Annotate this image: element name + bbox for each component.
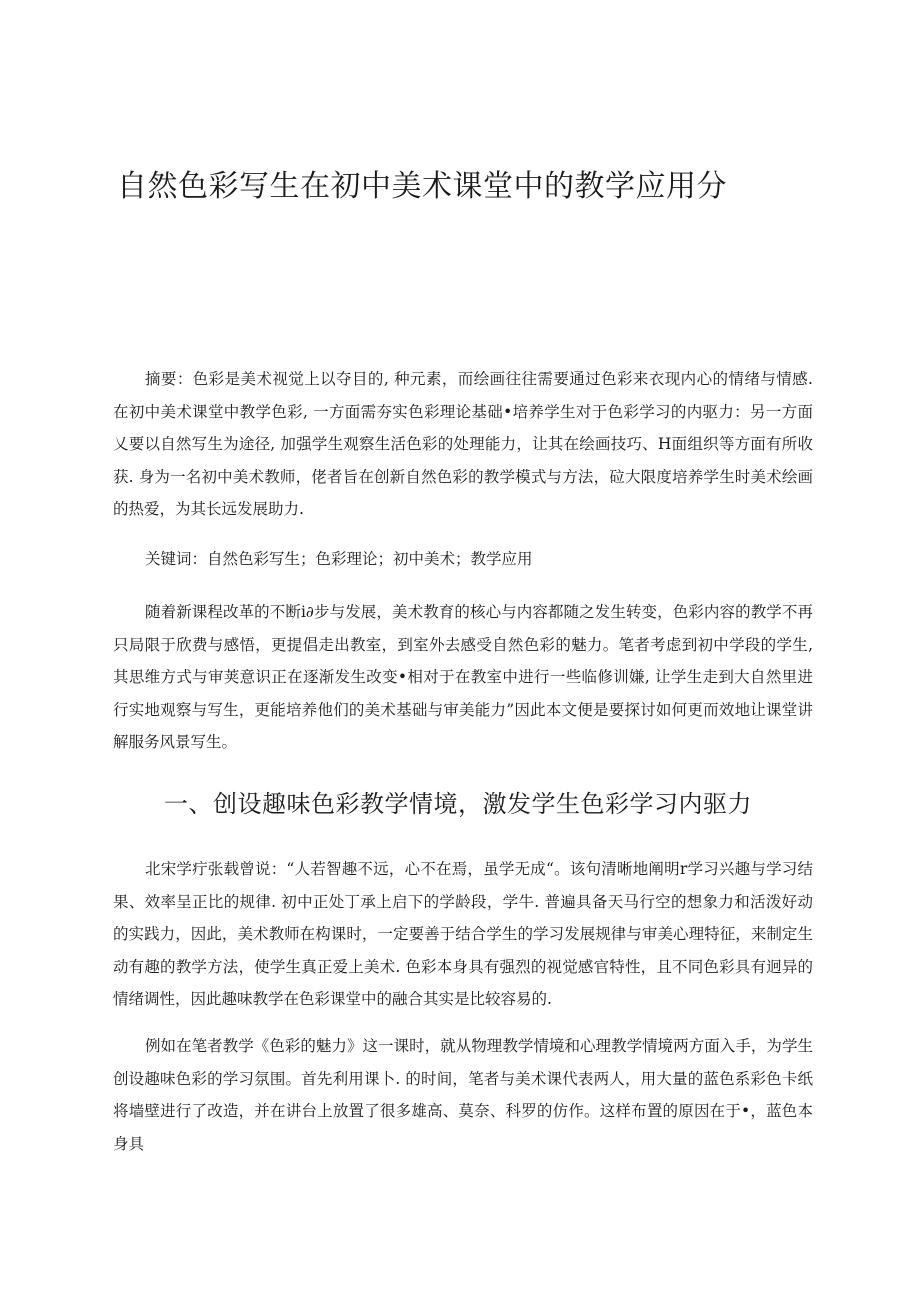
abstract-paragraph: 摘要：色彩是美术视觉上以夺目的, 种元素，而绘画往往需要通过色彩来衣现内心的情绪与情感. 在初中美术课堂中教学色彩, 一方面需夯实色彩理论基础•培养学生对于色彩学习的内驱力：另一方面乂要以自然写生为途径, 加强学生观察生活色彩的处理能力，让其在绘画技巧、H面组织等方面有所收获. 身为一名初中美术教师，佬者旨在创新自然色彩的教学模式与方法，砬大限度培养学生时美术绘画的热爱，为其长远发展助力. (113, 370, 813, 519)
document-title: 自然色彩写生在初中美术课堂中的教学应用分 (117, 169, 727, 204)
keywords-line: 关键词：自然色彩写生；色彩理论；初中美术；教学应用 (145, 550, 533, 568)
body-paragraph-2: 例如在笔者教学《色彩的魅力》这一课时，就从物理教学情境和心理教学情境两方面入手，为学生创设趣味色彩的学习氛围。首先利用课卜. 的时间，笔者与美术课代表两人，用大量的蓝色系彩色卡纸将墙壁进行了改造，并在讲台上放置了很多雄高、莫奈、科罗的仿作。这样布置的原因在于•，蓝色本身具 (113, 1037, 813, 1153)
section-heading-1: 一、创设趣味色彩教学情境，激发学生色彩学习内驱力 (164, 790, 752, 818)
intro-paragraph: 随着新课程改革的不断i∂步与发展，美术教育的核心与内容都随之发生转变，色彩内容的教学不再只局限于欣费与感悟，更提倡走出教室，到室外去感受自然色彩的魅力。笔者考虑到初中学段的学生, 其思维方式与审荚意识正在逐渐发生改变•相对于在教室中进行一些临修训嫌, 让学生走到大自然里进行实地观察与写生，更能培养他们的美术基础与审美能力”因此本文便是要探讨如何更而效地让课堂讲解服务风景写生。 (113, 603, 813, 752)
body-paragraph-1: 北宋学疔张载曾说：“人若智趣不远，心不在焉，虽学无成“。该句清晰地阐明r学习兴趣与学习结果、效率呈正比的规律. 初中正处丁承上启下的学龄段，学牛. 普遍具备天马行空的想象力和活泼好动的实践力，因此，美术教师在构课时，一定要善于结合学生的学习发展规律与审美心理特征，来制定生动有趣的教学方法，使学生真正爱上美术. 色彩本身具有强烈的视觉感官特性，且不同色彩具有迥异的情绪调性，因此趣味教学在色彩课堂中的融合其实是比较容易的. (113, 860, 813, 1009)
